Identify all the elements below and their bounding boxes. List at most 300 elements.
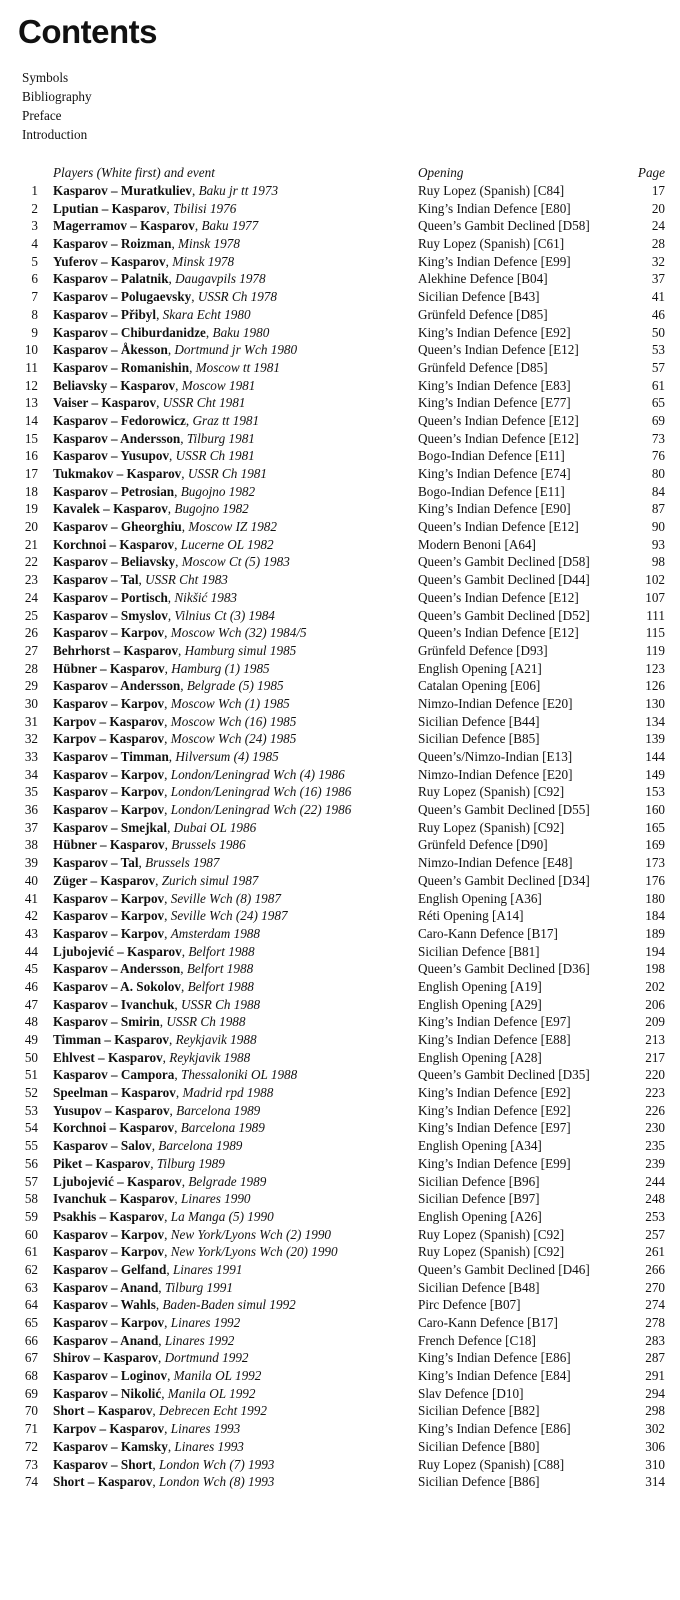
separator: , [166, 1261, 173, 1277]
table-row[interactable] [0, 996, 680, 1014]
game-number: 19 [24, 501, 38, 517]
game-event: USSR Ch 1988 [181, 996, 261, 1012]
game-players-cell [53, 253, 234, 271]
game-opening: Queen’s Indian Defence [E12] [418, 430, 579, 446]
game-event: Thessaloniki OL 1988 [180, 1067, 298, 1083]
separator: , [169, 448, 176, 464]
table-row[interactable] [0, 1279, 680, 1297]
game-event: Baden-Baden simul 1992 [162, 1297, 296, 1313]
game-page: 270 [645, 1279, 665, 1295]
table-row[interactable] [0, 1402, 680, 1420]
game-players-cell [53, 1190, 251, 1208]
game-event: Lucerne OL 1982 [180, 536, 274, 552]
separator: , [158, 1350, 165, 1366]
table-row[interactable] [0, 1208, 680, 1226]
game-players: Kasparov – Karpov [53, 784, 165, 800]
table-row[interactable] [0, 288, 680, 306]
game-players-cell [53, 465, 267, 483]
game-page: 206 [645, 996, 665, 1012]
table-row[interactable] [0, 836, 680, 854]
table-row[interactable] [0, 359, 680, 377]
table-row[interactable] [0, 766, 680, 784]
game-event: Hamburg (1) 1985 [171, 660, 270, 676]
separator: , [189, 359, 196, 375]
game-page: 17 [651, 183, 665, 198]
separator: , [180, 430, 187, 446]
game-number: 59 [24, 1208, 38, 1224]
game-players-cell [53, 377, 255, 395]
game-players-cell [53, 1367, 261, 1385]
table-row[interactable] [0, 483, 680, 501]
table-row[interactable] [0, 571, 680, 589]
game-number: 13 [24, 395, 38, 411]
game-players-cell [53, 1385, 255, 1403]
game-players-cell [53, 660, 270, 678]
table-row[interactable] [0, 518, 680, 536]
game-players-cell [53, 783, 351, 801]
game-page: 230 [645, 1120, 665, 1136]
game-opening: English Opening [A19] [418, 978, 542, 994]
game-players: Kasparov – Portisch [53, 589, 168, 605]
game-event: Brussels 1987 [145, 855, 220, 871]
table-row[interactable] [0, 624, 680, 642]
table-row[interactable] [0, 253, 680, 271]
game-event: Manila OL 1992 [167, 1385, 256, 1401]
table-row[interactable] [0, 447, 680, 465]
table-row[interactable] [0, 1420, 680, 1438]
game-players-cell [53, 571, 228, 589]
game-players: Kasparov – Chiburdanidze [53, 324, 206, 340]
table-row[interactable] [0, 907, 680, 925]
table-row[interactable] [0, 943, 680, 961]
game-event: Zurich simul 1987 [161, 872, 259, 888]
game-event: Hilversum (4) 1985 [175, 749, 279, 764]
game-opening: Queen’s Gambit Declined [D35] [418, 1067, 590, 1083]
table-row[interactable] [0, 801, 680, 819]
separator: , [150, 1155, 157, 1171]
separator: , [174, 1191, 182, 1207]
separator: , [165, 253, 173, 269]
game-page: 41 [651, 289, 665, 305]
game-players: Kasparov – Karpov [53, 908, 165, 924]
separator: , [164, 908, 171, 924]
game-players: Kasparov – Wahls [53, 1297, 156, 1313]
table-row[interactable] [0, 1438, 680, 1456]
table-row[interactable] [0, 412, 680, 430]
game-page: 61 [651, 377, 665, 393]
game-players: Kasparov – Yusupov [53, 448, 170, 464]
game-event: USSR Cht 1983 [145, 572, 228, 588]
game-number: 55 [24, 1138, 38, 1154]
table-row[interactable] [0, 270, 680, 288]
game-number: 58 [24, 1191, 38, 1207]
table-row[interactable] [0, 1385, 680, 1403]
separator: , [162, 1049, 170, 1065]
game-players: Kasparov – Petrosian [53, 483, 175, 499]
game-opening: Queen’s Gambit Declined [D44] [418, 572, 590, 588]
game-players: Kasparov – Karpov [53, 1244, 165, 1260]
table-row[interactable] [0, 660, 680, 678]
separator: , [185, 412, 193, 428]
table-row[interactable] [0, 925, 680, 943]
game-players-cell [53, 907, 288, 925]
table-row[interactable] [0, 1173, 680, 1191]
game-number: 9 [31, 324, 38, 340]
table-row[interactable] [0, 200, 680, 218]
table-row[interactable] [0, 430, 680, 448]
game-players-cell [53, 1332, 234, 1350]
separator: , [181, 1173, 189, 1189]
table-row[interactable] [0, 1049, 680, 1067]
game-players: Kasparov – Andersson [53, 961, 181, 977]
separator: , [164, 695, 171, 711]
game-players: Kasparov – Tal [53, 572, 139, 588]
separator: , [167, 501, 175, 517]
game-page: 90 [651, 519, 665, 535]
table-row[interactable] [0, 1102, 680, 1120]
game-page: 220 [645, 1067, 665, 1083]
game-opening: Queen’s Gambit Declined [D34] [418, 872, 590, 888]
table-row[interactable] [0, 589, 680, 607]
table-row[interactable] [0, 730, 680, 748]
game-page: 65 [651, 395, 665, 411]
game-number: 72 [24, 1438, 38, 1454]
separator: , [164, 1208, 171, 1224]
separator: , [151, 1138, 159, 1154]
game-number: 53 [24, 1102, 38, 1118]
table-row[interactable] [0, 1296, 680, 1314]
game-opening: English Opening [A26] [418, 1208, 542, 1224]
game-number: 41 [24, 890, 38, 906]
game-page: 274 [645, 1297, 665, 1313]
game-players-cell [53, 270, 266, 288]
game-players-cell [53, 200, 236, 218]
game-opening: Sicilian Defence [B96] [418, 1173, 540, 1189]
game-number: 70 [24, 1403, 38, 1419]
game-event: Bugojno 1982 [174, 501, 249, 517]
table-row[interactable] [0, 1013, 680, 1031]
game-event: Belfort 1988 [188, 943, 255, 959]
game-opening: Ruy Lopez (Spanish) [C92] [418, 784, 565, 800]
game-opening: King’s Indian Defence [E97] [418, 1120, 571, 1136]
game-opening: English Opening [A28] [418, 1049, 542, 1065]
game-page: 50 [651, 324, 665, 340]
game-opening: Sicilian Defence [B80] [418, 1438, 540, 1454]
game-number: 65 [24, 1315, 38, 1330]
separator: , [175, 554, 182, 570]
game-opening: Sicilian Defence [B82] [418, 1403, 540, 1419]
game-page: 283 [645, 1332, 665, 1348]
separator: , [181, 466, 188, 481]
game-players-cell [53, 483, 255, 501]
game-opening: King’s Indian Defence [E74] [418, 466, 571, 481]
separator: , [180, 961, 187, 977]
game-players: Kasparov – Smejkal [53, 819, 168, 835]
game-number: 50 [24, 1049, 38, 1065]
game-players-cell [53, 1013, 245, 1031]
game-players-cell [53, 713, 296, 731]
table-row[interactable] [0, 748, 680, 766]
game-number: 12 [24, 377, 38, 393]
game-players-cell [53, 1137, 242, 1155]
game-players-cell [53, 447, 255, 465]
game-event: Belfort 1988 [186, 961, 254, 977]
separator: , [167, 1368, 174, 1384]
game-event: Moscow 1981 [181, 377, 256, 393]
game-opening: Queen’s Indian Defence [E12] [418, 589, 579, 605]
game-players: Tukmakov – Kasparov [53, 466, 182, 481]
game-players-cell [53, 306, 251, 324]
table-row[interactable] [0, 854, 680, 872]
game-number: 11 [25, 359, 38, 375]
game-page: 217 [645, 1049, 665, 1065]
game-page: 102 [645, 572, 665, 588]
game-number: 71 [24, 1421, 38, 1437]
game-event: Minsk 1978 [178, 236, 240, 252]
game-players-cell [53, 730, 296, 748]
game-event: New York/Lyons Wch (20) 1990 [170, 1244, 338, 1260]
game-event: Madrid rpd 1988 [182, 1085, 274, 1101]
game-opening: Sicilian Defence [B48] [418, 1279, 540, 1295]
game-page: 107 [645, 589, 665, 605]
table-row[interactable] [0, 695, 680, 713]
game-number: 54 [24, 1120, 38, 1136]
game-opening: Modern Benoni [A64] [418, 536, 536, 552]
separator: , [155, 872, 162, 888]
game-page: 73 [651, 430, 665, 446]
game-players-cell [53, 1084, 273, 1102]
table-row[interactable] [0, 553, 680, 571]
table-row[interactable] [0, 324, 680, 342]
table-row[interactable] [0, 1084, 680, 1102]
table-row[interactable] [0, 1456, 680, 1474]
game-number: 37 [24, 819, 38, 835]
game-opening: Slav Defence [D10] [418, 1385, 524, 1401]
opening-column-header: Opening [418, 165, 464, 180]
game-event: Brussels 1986 [171, 837, 246, 853]
table-row[interactable] [0, 713, 680, 731]
game-players-cell [53, 890, 281, 908]
game-players-cell [53, 1473, 274, 1491]
game-players-cell [53, 1314, 240, 1332]
game-page: 53 [651, 342, 665, 358]
game-number: 34 [24, 766, 38, 782]
separator: , [180, 678, 187, 694]
game-opening: King’s Indian Defence [E88] [418, 1032, 571, 1047]
game-event: Tilburg 1981 [186, 430, 255, 446]
game-number: 1 [31, 183, 38, 198]
game-page: 37 [651, 271, 665, 287]
table-row[interactable] [0, 536, 680, 554]
game-number: 7 [31, 289, 38, 305]
game-players: Kasparov – Karpov [53, 625, 165, 641]
separator: , [174, 1067, 181, 1083]
game-players: Kasparov – Karpov [53, 695, 165, 711]
game-number: 25 [24, 607, 38, 623]
separator: , [164, 1244, 171, 1260]
game-page: 202 [645, 978, 665, 994]
table-row[interactable] [0, 1155, 680, 1173]
separator: , [174, 483, 181, 499]
game-players-cell [53, 288, 277, 306]
table-row[interactable] [0, 1066, 680, 1084]
table-row[interactable] [0, 819, 680, 837]
separator: , [152, 1456, 160, 1472]
front-matter-item[interactable]: Bibliography [22, 89, 92, 104]
game-number: 64 [24, 1297, 38, 1313]
game-players: Ljubojević – Kasparov [53, 943, 182, 959]
separator: , [175, 377, 182, 393]
separator: , [178, 642, 185, 658]
front-matter-item[interactable]: Preface [22, 108, 62, 123]
separator: , [167, 607, 175, 623]
table-row[interactable] [0, 1137, 680, 1155]
table-row[interactable] [0, 1332, 680, 1350]
table-row[interactable] [0, 960, 680, 978]
game-event: London/Leningrad Wch (22) 1986 [170, 802, 352, 818]
table-row[interactable] [0, 1119, 680, 1137]
table-row[interactable] [0, 890, 680, 908]
game-page: 169 [645, 837, 665, 853]
players-column-header: Players (White first) and event [53, 165, 215, 180]
game-players: Kasparov – Fedorowicz [53, 412, 186, 428]
game-page: 111 [646, 607, 665, 623]
game-number: 67 [24, 1350, 38, 1366]
game-players-cell [53, 1173, 266, 1191]
game-players: Kasparov – A. Sokolov [53, 978, 181, 994]
game-opening: Grünfeld Defence [D93] [418, 642, 548, 658]
game-page: 194 [645, 943, 665, 959]
game-page: 93 [651, 536, 665, 552]
table-row[interactable] [0, 1473, 680, 1491]
game-players-cell [53, 1155, 225, 1173]
table-row[interactable] [0, 235, 680, 253]
table-row[interactable] [0, 1243, 680, 1261]
game-opening: English Opening [A21] [418, 660, 542, 676]
table-row[interactable] [0, 978, 680, 996]
game-opening: Pirc Defence [B07] [418, 1297, 521, 1313]
game-players: Züger – Kasparov [53, 872, 156, 888]
table-row[interactable] [0, 377, 680, 395]
game-event: Reykjavik 1988 [169, 1049, 251, 1065]
table-row[interactable] [0, 465, 680, 483]
game-players: Magerramov – Kasparov [53, 218, 195, 234]
table-row[interactable] [0, 1367, 680, 1385]
game-players: Behrhorst – Kasparov [53, 642, 179, 658]
game-page: 144 [645, 749, 665, 764]
separator: , [164, 625, 171, 641]
game-players: Timman – Kasparov [53, 1032, 170, 1047]
game-opening: King’s Indian Defence [E92] [418, 1102, 571, 1118]
game-players: Kasparov – Karpov [53, 890, 165, 906]
separator: , [169, 1102, 177, 1118]
game-number: 46 [24, 978, 38, 994]
table-row[interactable] [0, 394, 680, 412]
table-row[interactable] [0, 341, 680, 359]
front-matter-item[interactable]: Introduction [22, 127, 88, 142]
game-number: 20 [24, 519, 38, 535]
game-opening: Catalan Opening [E06] [418, 678, 541, 694]
game-page: 57 [651, 359, 665, 375]
separator: , [205, 324, 213, 340]
game-opening: Nimzo-Indian Defence [E20] [418, 766, 573, 782]
game-page: 261 [645, 1244, 665, 1260]
game-page: 239 [645, 1155, 665, 1171]
game-page: 189 [645, 925, 665, 941]
separator: , [161, 1385, 168, 1401]
game-event: Linares 1993 [170, 1421, 241, 1437]
table-row[interactable] [0, 1261, 680, 1279]
table-row[interactable] [0, 642, 680, 660]
game-players-cell [53, 1119, 265, 1137]
table-row[interactable] [0, 677, 680, 695]
game-event: Moscow Ct (5) 1983 [181, 554, 290, 570]
table-row[interactable] [0, 872, 680, 890]
game-players-cell [53, 359, 280, 377]
game-page: 257 [645, 1226, 665, 1242]
table-row[interactable] [0, 1349, 680, 1367]
game-event: USSR Ch 1981 [175, 448, 255, 464]
game-opening: Bogo-Indian Defence [E11] [418, 483, 565, 499]
game-number: 23 [24, 572, 38, 588]
game-event: USSR Cht 1981 [162, 395, 246, 411]
game-opening: Queen’s Gambit Declined [D55] [418, 802, 590, 818]
game-players-cell [53, 341, 297, 359]
game-event: Bugojno 1982 [180, 483, 256, 499]
game-players: Kasparov – Gheorghiu [53, 519, 182, 535]
table-row[interactable] [0, 217, 680, 235]
game-players-cell [53, 766, 345, 784]
table-row[interactable] [0, 1031, 680, 1049]
game-page: 302 [645, 1421, 665, 1437]
table-row[interactable] [0, 1226, 680, 1244]
table-row[interactable] [0, 607, 680, 625]
game-number: 69 [24, 1385, 38, 1401]
game-number: 62 [24, 1261, 38, 1277]
table-row[interactable] [0, 1190, 680, 1208]
game-page: 123 [645, 660, 665, 676]
game-players: Yuferov – Kasparov [53, 253, 166, 269]
game-event: Linares 1993 [174, 1438, 244, 1454]
separator: , [164, 1226, 171, 1242]
table-row[interactable] [0, 182, 680, 200]
table-row[interactable] [0, 306, 680, 324]
game-number: 57 [24, 1173, 38, 1189]
game-opening: Queen’s Gambit Declined [D46] [418, 1261, 590, 1277]
game-players-cell [53, 324, 269, 342]
game-number: 51 [24, 1067, 38, 1083]
game-players: Kasparov – Beliavsky [53, 554, 176, 570]
game-opening: Sicilian Defence [B44] [418, 713, 540, 729]
game-page: 294 [645, 1385, 665, 1401]
game-players: Kasparov – Andersson [53, 678, 181, 694]
game-number: 22 [24, 554, 38, 570]
game-opening: Bogo-Indian Defence [E11] [418, 448, 565, 464]
game-players: Kasparov – Karpov [53, 1226, 165, 1242]
game-number: 36 [24, 802, 38, 818]
front-matter-item[interactable]: Symbols [22, 70, 69, 85]
game-number: 40 [24, 872, 38, 888]
game-event: Baku 1980 [212, 324, 270, 340]
game-event: Moscow Wch (32) 1984/5 [170, 625, 307, 641]
table-row[interactable] [0, 500, 680, 518]
table-row[interactable] [0, 1314, 680, 1332]
game-opening: Ruy Lopez (Spanish) [C61] [418, 236, 565, 252]
game-event: USSR Ch 1978 [197, 289, 277, 305]
game-players: Lputian – Kasparov [53, 200, 167, 216]
game-event: Dortmund 1992 [164, 1350, 249, 1366]
table-row[interactable] [0, 783, 680, 801]
